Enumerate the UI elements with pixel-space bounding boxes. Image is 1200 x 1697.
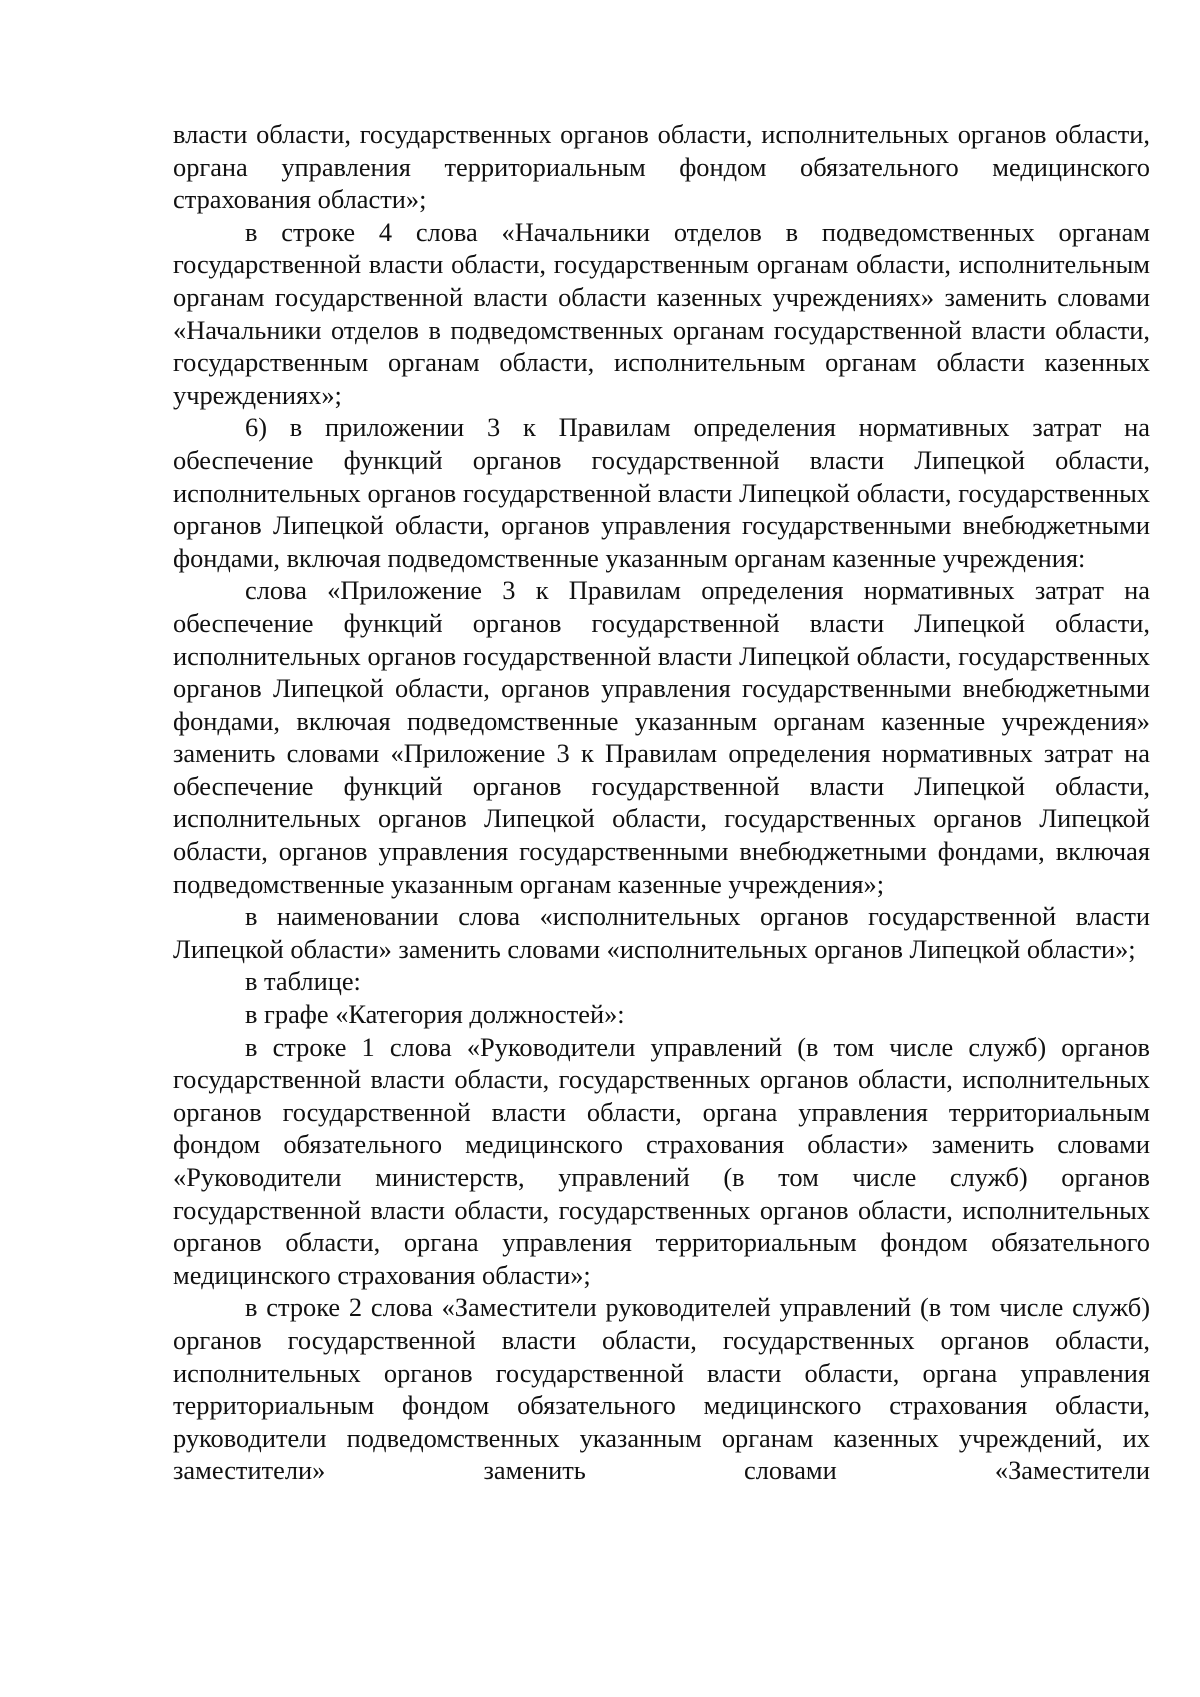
paragraph-row4-amendment: в строке 4 слова «Начальники отделов в подведомственных органам государственной власти области, государственным органам области, исполнительным органам государственной власти области казенных учреждениях» заменить словами «Начальники отделов в подведомственных органам государственной власти области, государственным органам области, исполнительным органам области казенных учреждениях»; xyxy=(173,216,1150,410)
paragraph-title-amendment: в наименовании слова «исполнительных органов государственной власти Липецкой области» заменить словами «исполнительных органов Липецкой области»; xyxy=(173,901,1150,964)
paragraph-appendix-words: слова «Приложение 3 к Правилам определения нормативных затрат на обеспечение функций органов государственной власти Липецкой области, исполнительных органов государственной власти Липецкой области, государственных органов Липецкой области, органов управления государственными внебюджетными фондами, включая подведомственные указанным органам казенные учреждения» заменить словами «Приложение 3 к Правилам определения нормативных затрат на обеспечение функций органов государственной власти Липецкой области, исполнительных органов Липецкой области, государственных органов Липецкой области, органов управления государственными внебюджетными фондами, включая подведомственные указанным органам казенные учреждения»; xyxy=(173,575,1150,899)
paragraph-row1-amendment: в строке 1 слова «Руководители управлений (в том числе служб) органов государственной власти области, государственных органов области, исполнительных органов государственной власти области, органа управления территориальным фондом обязательного медицинского страхования области» заменить словами «Руководители министерств, управлений (в том числе служб) органов государственной власти области, государственных органов области, исполнительных органов области, органа управления территориальным фондом обязательного медицинского страхования области»; xyxy=(173,1031,1150,1290)
paragraph-continuation: власти области, государственных органов области, исполнительных органов области, органа управления территориальным фондом обязательного медицинского страхования области»; xyxy=(173,119,1150,215)
paragraph-column-category: в графе «Категория должностей»: xyxy=(245,999,625,1030)
paragraph-in-table: в таблице: xyxy=(245,966,361,997)
paragraph-row2-amendment: в строке 2 слова «Заместители руководителей управлений (в том числе служб) органов государственной власти области, государственных органов области, исполнительных органов государственной власти области, органа управления территориальным фондом обязательного медицинского страхования области, руководители подведомственных указанным органам казенных учреждений, их заместители» заменить словами «Заместители xyxy=(173,1292,1150,1486)
paragraph-item-6: 6) в приложении 3 к Правилам определения нормативных затрат на обеспечение функций органов государственной власти Липецкой области, исполнительных органов государственной власти Липецкой области, государственных органов Липецкой области, органов управления государственными внебюджетными фондами, включая подведомственные указанным органам казенные учреждения: xyxy=(173,412,1150,573)
document-body xyxy=(173,118,1150,1487)
